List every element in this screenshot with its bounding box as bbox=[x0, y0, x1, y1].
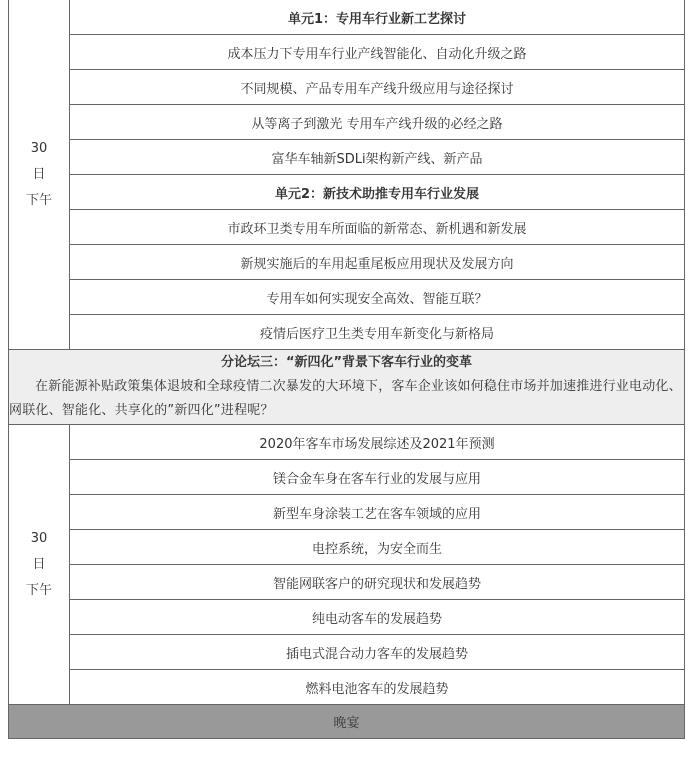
agenda-item: 从等离子到激光 专用车产线升级的必经之路 bbox=[70, 105, 685, 140]
agenda-item: 不同规模、产品专用车产线升级应用与途径探讨 bbox=[70, 70, 685, 105]
agenda-item: 2020年客车市场发展综述及2021年预测 bbox=[70, 425, 685, 460]
day-unit: 日 bbox=[32, 166, 46, 182]
day-number: 30 bbox=[30, 140, 48, 156]
agenda-row bbox=[9, 600, 685, 635]
forum-row bbox=[9, 350, 685, 425]
agenda-row bbox=[9, 530, 685, 565]
agenda-row bbox=[9, 670, 685, 705]
agenda-item: 市政环卫类专用车所面临的新常态、新机遇和新发展 bbox=[70, 210, 685, 245]
agenda-item: 疫情后医疗卫生类专用车新变化与新格局 bbox=[70, 315, 685, 350]
agenda-row bbox=[9, 210, 685, 245]
agenda-table bbox=[8, 0, 685, 739]
agenda-item: 插电式混合动力客车的发展趋势 bbox=[70, 635, 685, 670]
agenda-row bbox=[9, 495, 685, 530]
day-number: 30 bbox=[30, 530, 48, 546]
agenda-row bbox=[9, 425, 685, 460]
agenda-item: 富华车轴新SDLi架构新产线、新产品 bbox=[70, 140, 685, 175]
forum-title: 分论坛三：“新四化”背景下客车行业的变革 bbox=[220, 355, 473, 370]
agenda-row bbox=[9, 315, 685, 350]
agenda-item: 专用车如何实现安全高效、智能互联？ bbox=[70, 280, 685, 315]
agenda-item: 电控系统，为安全而生 bbox=[70, 530, 685, 565]
day-cell bbox=[9, 0, 70, 350]
period-label: 下午 bbox=[25, 192, 52, 208]
agenda-row bbox=[9, 245, 685, 280]
unit-heading: 单元1：专用车行业新工艺探讨 bbox=[70, 0, 685, 35]
agenda-row bbox=[9, 565, 685, 600]
agenda-item: 镁合金车身在客车行业的发展与应用 bbox=[70, 460, 685, 495]
agenda-row bbox=[9, 140, 685, 175]
agenda-item: 纯电动客车的发展趋势 bbox=[70, 600, 685, 635]
agenda-row bbox=[9, 70, 685, 105]
banquet-label: 晚宴 bbox=[9, 705, 685, 739]
agenda-item: 燃料电池客车的发展趋势 bbox=[70, 670, 685, 705]
day-unit: 日 bbox=[32, 556, 46, 572]
agenda-row bbox=[9, 0, 685, 35]
agenda-row bbox=[9, 460, 685, 495]
agenda-row bbox=[9, 280, 685, 315]
agenda-row bbox=[9, 35, 685, 70]
banquet-row bbox=[9, 705, 685, 739]
agenda-row bbox=[9, 105, 685, 140]
agenda-item: 成本压力下专用车行业产线智能化、自动化升级之路 bbox=[70, 35, 685, 70]
unit-heading: 单元2：新技术助推专用车行业发展 bbox=[70, 175, 685, 210]
forum-cell bbox=[9, 350, 685, 425]
agenda-item: 智能网联客户的研究现状和发展趋势 bbox=[70, 565, 685, 600]
forum-description: 在新能源补贴政策集体退坡和全球疫情二次暴发的大环境下，客车企业该如何稳住市场并加速推进行业电动化、网联化、智能化、共享化的”新四化”进程呢？ bbox=[9, 379, 682, 418]
agenda-row bbox=[9, 175, 685, 210]
day-cell bbox=[9, 425, 70, 705]
agenda-item: 新规实施后的车用起重尾板应用现状及发展方向 bbox=[70, 245, 685, 280]
agenda-row bbox=[9, 635, 685, 670]
agenda-item: 新型车身涂装工艺在客车领域的应用 bbox=[70, 495, 685, 530]
period-label: 下午 bbox=[25, 582, 52, 598]
